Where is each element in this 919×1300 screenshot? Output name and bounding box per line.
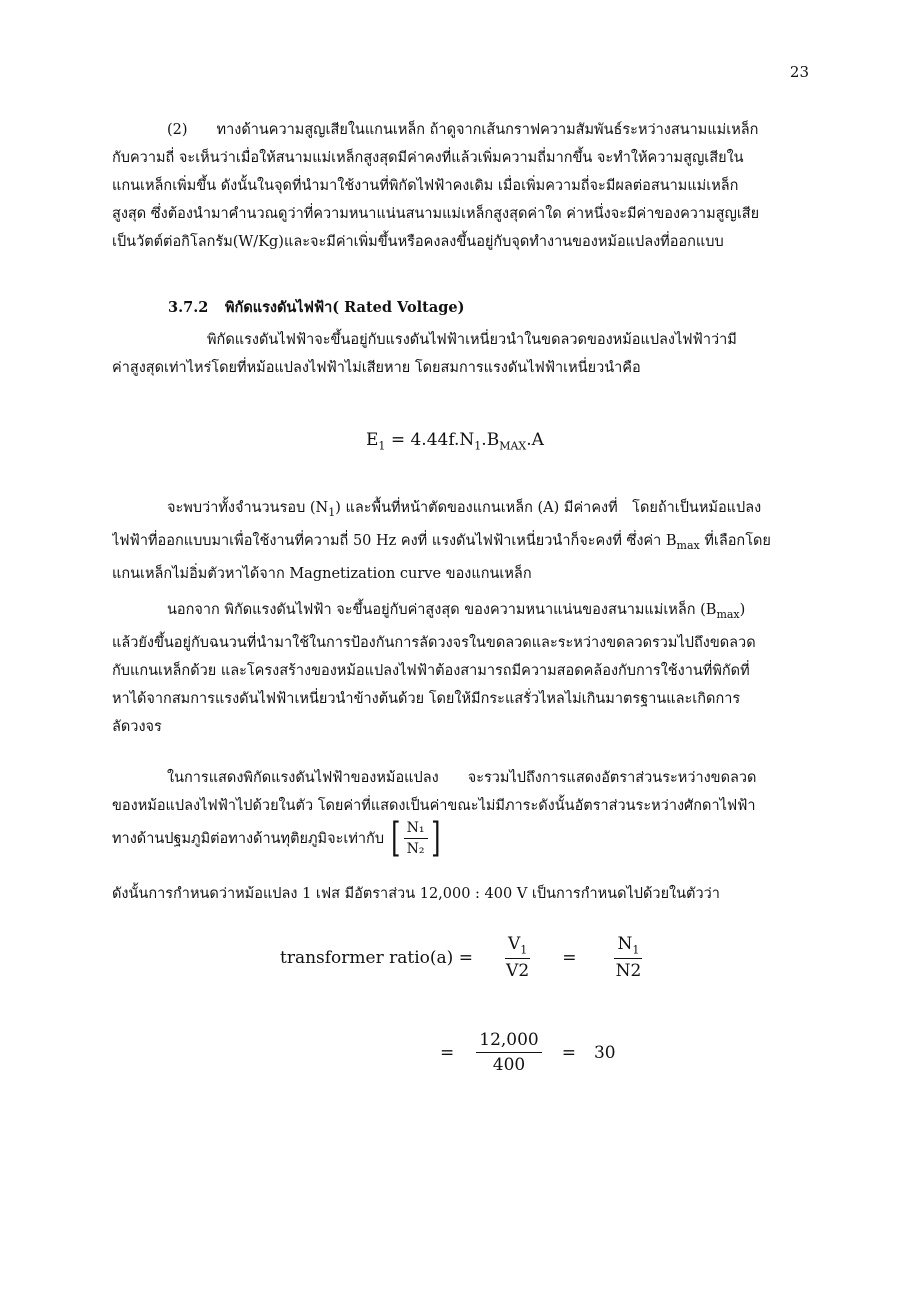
transformer-ratio-equation: transformer ratio(a) = $\frac{V_1}{V2}$ = $\frac{N_1}{N2}$ (280, 934, 642, 982)
text-line: เป็นวัตต์ต่อกิโลกรัม(W/Kg)และจะมีค่าเพิ่มขึ้นหรือคงลงขึ้นอยู่กับจุดทำงานของหม้อแปลงที่ออกแบบ (112, 234, 724, 250)
numeric-fraction: $\frac{12,000}{400}$ (476, 1030, 541, 1075)
turns-fraction: $\frac{N_1}{N2}$ (615, 934, 642, 982)
turns-ratio-fraction: $\frac{\text{N₁}}{\text{N₂}}$ (404, 820, 428, 857)
paragraph-turns-ratio (112, 764, 809, 820)
ratio-result: 30 (593, 1042, 616, 1063)
text-line: (2) ทางด้านความสูญเสียในแกนเหล็ก ถ้าดูจากเส้นกราฟความสัมพันธ์ระหว่างสนามแม่เหล็ก (167, 122, 759, 138)
text-line: ค่าสูงสุดเท่าไหร่โดยที่หม้อแปลงไฟฟ้าไม่เสียหาย โดยสมการแรงดันไฟฟ้าเหนี่ยวนำคือ (112, 360, 641, 376)
section-title: พิกัดแรงดันไฟฟ้า( Rated Voltage) (225, 299, 465, 316)
paragraph-rated-voltage (112, 326, 809, 382)
text-line: ไฟฟ้าที่ออกแบบมาเพื่อใช้งานที่ความถี่ 50 Hz คงที่ แรงดันไฟฟ้าเหนี่ยวนำก็จะคงที่ ซึ่งค่า $B_{max}$ ที่เลือกโดย (112, 532, 771, 552)
section-number: 3.7.2 (168, 299, 209, 316)
paragraph-core-loss (112, 116, 809, 256)
section-heading (168, 296, 464, 319)
text-line: แกนเหล็กเพิ่มขึ้น ดังนั้นในจุดที่นำมาใช้งานที่พิกัดไฟฟ้าคงเดิม เมื่อเพิ่มความถี่จะมีผลต่อสนามแม่เหล็ก (112, 178, 739, 194)
paragraph-insulation (112, 596, 809, 741)
ratio-text: ทางด้านปฐมภูมิต่อทางด้านทุติยภูมิจะเท่ากับ (112, 830, 385, 847)
page-number: 23 (789, 63, 809, 81)
text-line: ดังนั้นการกำหนดว่าหม้อแปลง 1 เฟส มีอัตราส่วน 12,000 : 400 V เป็นการกำหนดไปด้วยในตัวว่า (112, 886, 720, 902)
ratio-statement (112, 815, 443, 861)
text-line: สูงสุด ซึ่งต้องนำมาคำนวณดูว่าที่ความหนาแน่นสนามแม่เหล็กสูงสุดค่าใด ค่าหนึ่งจะมีค่าของความสูญเสีย (112, 206, 760, 222)
voltage-fraction: $\frac{V_1}{V2}$ (506, 934, 530, 982)
induced-voltage-equation: $E_1 = 4.44f.N_1.B_{MAX}.A$ (366, 430, 544, 453)
ratio-result-equation: = $\frac{12,000}{400}$ = 30 (440, 1030, 616, 1075)
text-line: แกนเหล็กไม่อิ่มตัวหาได้จาก Magnetization curve ของแกนเหล็ก (112, 565, 532, 582)
text-line: ของหม้อแปลงไฟฟ้าไปด้วยในตัว โดยค่าที่แสดงเป็นค่าขณะไม่มีภาระดังนั้นอัตราส่วนระหว่างศักดาไฟฟ้า (112, 798, 756, 814)
paragraph-constant-turns (112, 494, 809, 588)
text-line: กับแกนเหล็กด้วย และโครงสร้างของหม้อแปลงไฟฟ้าต้องสามารถมีความสอดคล้องกับการใช้งานที่พิกัดที่ (112, 662, 750, 679)
text-line: กับความถี่ จะเห็นว่าเมื่อให้สนามแม่เหล็กสูงสุดมีค่าคงที่แล้วเพิ่มความถี่มากขึ้น จะทำให้ความสูญเสียใน (112, 150, 744, 166)
ratio-bracket: [ $\frac{\text{N₁}}{\text{N₂}}$ ] (391, 815, 441, 861)
text-line: พิกัดแรงดันไฟฟ้าจะขึ้นอยู่กับแรงดันไฟฟ้าเหนี่ยวนำในขดลวดของหม้อแปลงไฟฟ้าว่ามี (207, 332, 737, 348)
text-line: หาได้จากสมการแรงดันไฟฟ้าเหนี่ยวนำข้างต้นด้วย โดยให้มีกระแสรั่วไหลไม่เกินมาตรฐานและเกิดการ (112, 690, 741, 707)
text-line: ลัดวงจร (112, 718, 162, 735)
text-line: จะพบว่าทั้งจำนวนรอบ $(N_1)$ และพื้นที่หน้าตัดของแกนเหล็ก (A) มีค่าคงที่ โดยถ้าเป็นหม้อแปลง (167, 500, 762, 519)
paragraph-example (112, 880, 809, 908)
text-line: นอกจาก พิกัดแรงดันไฟฟ้า จะขึ้นอยู่กับค่าสูงสุด ของความหนาแน่นของสนามแม่เหล็ก $(B_{max})$ (167, 602, 746, 621)
text-line: ในการแสดงพิกัดแรงดันไฟฟ้าของหม้อแปลง จะรวมไปถึงการแสดงอัตราส่วนระหว่างขดลวด (167, 770, 757, 786)
equation-label: transformer ratio(a) = (280, 947, 473, 968)
text-line: แล้วยังขึ้นอยู่กับฉนวนที่นำมาใช้ในการป้องกันการลัดวงจรในขดลวดและระหว่างขดลวดรวมไปถึงขดลวด (112, 634, 756, 651)
